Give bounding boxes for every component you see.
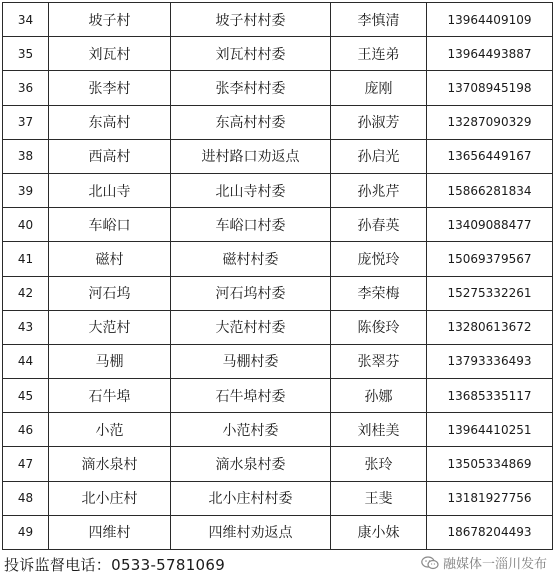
cell-village: 坡子村: [49, 3, 171, 37]
cell-number: 48: [3, 481, 49, 515]
cell-village: 车峪口: [49, 208, 171, 242]
cell-number: 38: [3, 139, 49, 173]
cell-phone: 13685335117: [427, 379, 553, 413]
cell-location: 北山寺村委: [171, 173, 331, 207]
cell-contact-person: 张翠芬: [331, 344, 427, 378]
cell-number: 42: [3, 276, 49, 310]
cell-phone: 15069379567: [427, 242, 553, 276]
cell-location: 河石坞村委: [171, 276, 331, 310]
cell-village: 西高村: [49, 139, 171, 173]
watermark-text: 融媒体一淄川发布: [442, 557, 547, 572]
cell-village: 大范村: [49, 310, 171, 344]
cell-contact-person: 孙春英: [331, 208, 427, 242]
cell-phone: 15866281834: [427, 173, 553, 207]
cell-number: 44: [3, 344, 49, 378]
cell-number: 45: [3, 379, 49, 413]
cell-location: 进村路口劝返点: [171, 139, 331, 173]
cell-number: 35: [3, 37, 49, 71]
table-row: [3, 71, 553, 105]
cell-phone: 13964410251: [427, 413, 553, 447]
cell-number: 40: [3, 208, 49, 242]
contact-table: [2, 2, 553, 550]
cell-phone: 13793336493: [427, 344, 553, 378]
cell-phone: 13280613672: [427, 310, 553, 344]
cell-village: 北山寺: [49, 173, 171, 207]
cell-village: 北小庄村: [49, 481, 171, 515]
watermark: [421, 553, 547, 572]
cell-contact-person: 孙兆芹: [331, 173, 427, 207]
cell-number: 37: [3, 105, 49, 139]
cell-village: 河石坞: [49, 276, 171, 310]
cell-phone: 13505334869: [427, 447, 553, 481]
cell-contact-person: 刘桂美: [331, 413, 427, 447]
cell-village: 滴水泉村: [49, 447, 171, 481]
table-row: [3, 515, 553, 549]
cell-contact-person: 李慎清: [331, 3, 427, 37]
cell-contact-person: 王连弟: [331, 37, 427, 71]
cell-phone: 13964409109: [427, 3, 553, 37]
cell-location: 石牛埠村委: [171, 379, 331, 413]
cell-village: 刘瓦村: [49, 37, 171, 71]
cell-phone: 13409088477: [427, 208, 553, 242]
table-row: [3, 379, 553, 413]
cell-village: 四维村: [49, 515, 171, 549]
cell-contact-person: 康小妹: [331, 515, 427, 549]
table-row: [3, 310, 553, 344]
cell-location: 磁村村委: [171, 242, 331, 276]
cell-location: 张李村村委: [171, 71, 331, 105]
cell-phone: 18678204493: [427, 515, 553, 549]
table-body: [3, 3, 553, 550]
cell-number: 43: [3, 310, 49, 344]
cell-number: 49: [3, 515, 49, 549]
cell-location: 马棚村委: [171, 344, 331, 378]
cell-contact-person: 张玲: [331, 447, 427, 481]
table-row: [3, 413, 553, 447]
cell-phone: 13656449167: [427, 139, 553, 173]
cell-contact-person: 陈俊玲: [331, 310, 427, 344]
table-row: [3, 481, 553, 515]
cell-village: 小范: [49, 413, 171, 447]
cell-village: 张李村: [49, 71, 171, 105]
cell-contact-person: 王斐: [331, 481, 427, 515]
table-row: [3, 242, 553, 276]
cell-location: 滴水泉村委: [171, 447, 331, 481]
cell-phone: 13964493887: [427, 37, 553, 71]
cell-location: 小范村委: [171, 413, 331, 447]
table-row: [3, 276, 553, 310]
cell-location: 北小庄村村委: [171, 481, 331, 515]
cell-phone: 13287090329: [427, 105, 553, 139]
table-row: [3, 208, 553, 242]
cell-location: 刘瓦村村委: [171, 37, 331, 71]
table-row: [3, 139, 553, 173]
cell-village: 马棚: [49, 344, 171, 378]
cell-village: 东高村: [49, 105, 171, 139]
table-row: [3, 105, 553, 139]
cell-contact-person: 孙娜: [331, 379, 427, 413]
cell-number: 41: [3, 242, 49, 276]
wechat-icon: [421, 556, 439, 570]
table-row: [3, 3, 553, 37]
table-row: [3, 344, 553, 378]
cell-location: 大范村村委: [171, 310, 331, 344]
table-row: [3, 447, 553, 481]
cell-contact-person: 庞刚: [331, 71, 427, 105]
cell-location: 四维村劝返点: [171, 515, 331, 549]
table-row: [3, 173, 553, 207]
cell-phone: 13708945198: [427, 71, 553, 105]
cell-location: 东高村村委: [171, 105, 331, 139]
complaint-phone-text: 投诉监督电话：0533-5781069: [4, 556, 226, 574]
cell-number: 47: [3, 447, 49, 481]
cell-phone: 15275332261: [427, 276, 553, 310]
cell-contact-person: 庞悦玲: [331, 242, 427, 276]
footer: [0, 548, 553, 579]
cell-contact-person: 孙启光: [331, 139, 427, 173]
cell-contact-person: 李荣梅: [331, 276, 427, 310]
cell-contact-person: 孙淑芳: [331, 105, 427, 139]
cell-village: 磁村: [49, 242, 171, 276]
cell-location: 车峪口村委: [171, 208, 331, 242]
cell-phone: 13181927756: [427, 481, 553, 515]
cell-location: 坡子村村委: [171, 3, 331, 37]
cell-number: 34: [3, 3, 49, 37]
cell-number: 36: [3, 71, 49, 105]
table-row: [3, 37, 553, 71]
cell-village: 石牛埠: [49, 379, 171, 413]
cell-number: 46: [3, 413, 49, 447]
cell-number: 39: [3, 173, 49, 207]
